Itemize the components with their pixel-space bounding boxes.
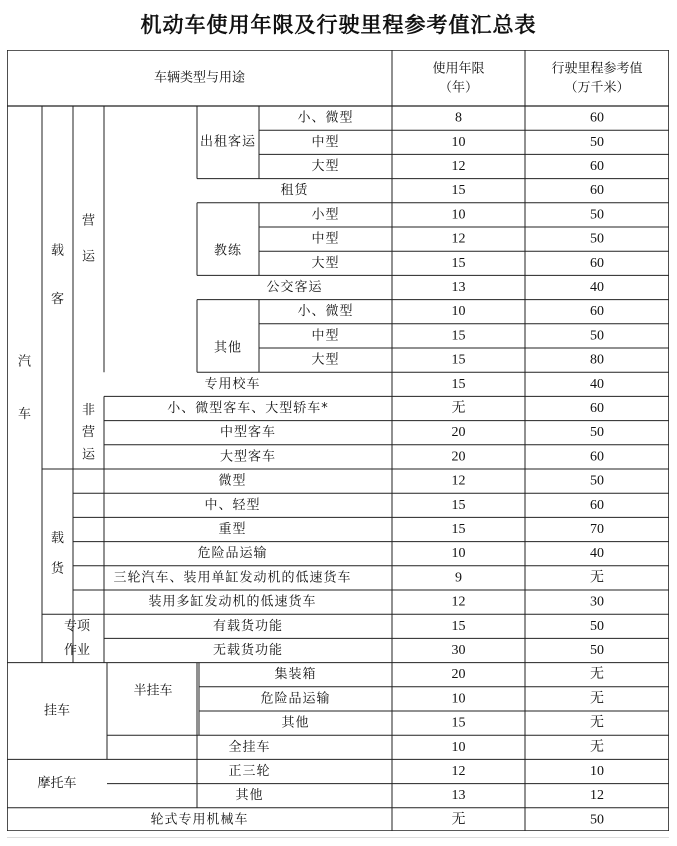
row-label: 小、微型 [297, 110, 354, 126]
km-value: 60 [590, 159, 604, 174]
row-label: 有载货功能 [212, 618, 284, 634]
years-value: 12 [451, 231, 466, 247]
row-label: 租赁 [280, 183, 309, 199]
row-label: 大型客车 [219, 449, 277, 465]
column-header-km: 行驶里程参考值 [551, 61, 643, 77]
km-value: 50 [590, 425, 604, 441]
km-value: 80 [590, 352, 604, 368]
years-value: 15 [451, 183, 466, 199]
row-label: 中型 [311, 134, 340, 150]
row-label: 中型客车 [219, 425, 277, 441]
km-value: 50 [590, 618, 604, 634]
years-value: 20 [451, 449, 466, 465]
row-label: 危险品运输 [197, 546, 268, 562]
column-header-km-unit: （万千米） [564, 80, 630, 96]
row-label: 正三轮 [228, 764, 271, 779]
row-label: 三轮汽车、装用单缸发动机的低速货车 [113, 570, 352, 586]
group-label-special: 作业 [63, 643, 91, 658]
km-value: 50 [590, 231, 604, 247]
row-label: 小、微型客车、大型轿车* [167, 401, 329, 416]
group-label-special: 专项 [63, 618, 91, 634]
group-label-auto: 汽 [17, 354, 32, 370]
km-value: 50 [590, 643, 604, 658]
group-label-commercial: 运 [81, 249, 96, 265]
row-label: 重型 [218, 522, 247, 537]
subgroup-label-other: 其他 [213, 340, 243, 356]
column-header-years: 使用年限 [432, 61, 485, 77]
years-value: 9 [455, 570, 462, 586]
years-value: 15 [451, 522, 466, 537]
years-value: 10 [451, 134, 466, 150]
group-label-auto: 车 [17, 406, 32, 422]
row-label: 大型 [311, 255, 340, 271]
bottom-divider [7, 837, 669, 838]
page-title: 机动车使用年限及行驶里程参考值汇总表 [140, 13, 537, 37]
km-value: 60 [590, 304, 604, 320]
group-label-commercial: 营 [81, 213, 96, 229]
row-label: 大型 [311, 352, 340, 368]
km-value: 60 [590, 497, 604, 513]
km-value: 70 [590, 522, 604, 537]
years-value: 15 [451, 328, 466, 344]
years-value: 13 [451, 788, 466, 804]
years-value: 20 [451, 667, 466, 683]
years-value: 10 [451, 739, 466, 755]
row-label: 无载货功能 [212, 643, 284, 658]
row-label: 危险品运输 [260, 691, 331, 707]
years-value: 10 [451, 546, 466, 562]
row-label: 大型 [311, 159, 340, 174]
years-value: 无 [451, 401, 466, 416]
column-header-years-unit: （年） [438, 80, 479, 96]
km-value: 40 [590, 280, 604, 295]
subgroup-label-taxi: 出租客运 [199, 134, 257, 150]
years-value: 15 [451, 497, 466, 513]
km-value: 12 [590, 788, 604, 804]
km-value: 60 [590, 449, 604, 465]
group-label-cargo: 货 [50, 561, 65, 577]
column-header-type: 车辆类型与用途 [153, 70, 246, 86]
group-label-noncommercial: 非 [81, 403, 96, 418]
km-value: 无 [590, 715, 604, 731]
group-label-passenger: 载 [50, 243, 65, 259]
years-value: 15 [451, 255, 466, 271]
km-value: 10 [590, 764, 604, 779]
km-value: 无 [590, 570, 604, 586]
subgroup-label-training: 教练 [213, 243, 243, 259]
group-label-trailer: 挂车 [43, 703, 71, 719]
group-label-noncommercial: 运 [81, 447, 96, 463]
km-value: 50 [590, 328, 604, 344]
km-value: 50 [590, 207, 604, 223]
years-value: 10 [451, 691, 466, 707]
years-value: 10 [451, 304, 466, 320]
row-label: 中型 [311, 328, 340, 344]
table-texts [18, 61, 643, 828]
years-value: 12 [451, 473, 466, 489]
group-label-passenger: 客 [50, 292, 65, 308]
years-value: 15 [451, 618, 466, 634]
row-label: 专用校车 [204, 376, 261, 392]
row-label: 轮式专用机械车 [150, 812, 249, 828]
years-value: 8 [455, 110, 462, 126]
km-value: 50 [590, 134, 604, 150]
km-value: 30 [590, 594, 604, 610]
summary-table [7, 50, 669, 831]
km-value: 60 [590, 110, 604, 126]
km-value: 60 [590, 255, 604, 271]
km-value: 无 [590, 739, 604, 755]
row-label: 集装箱 [274, 667, 317, 683]
years-value: 15 [451, 376, 466, 392]
km-value: 60 [590, 183, 604, 199]
row-label: 其他 [281, 715, 310, 731]
row-label: 中型 [311, 231, 340, 247]
row-label: 微型 [218, 473, 247, 489]
years-value: 12 [451, 764, 466, 779]
years-value: 15 [451, 715, 466, 731]
row-label: 其他 [235, 788, 264, 804]
km-value: 无 [590, 667, 604, 683]
row-label: 小型 [311, 207, 340, 223]
group-label-semitrailer: 半挂车 [133, 683, 173, 699]
row-label: 中、轻型 [204, 497, 261, 513]
row-label: 全挂车 [228, 739, 271, 755]
table-grid [7, 50, 669, 831]
km-value: 40 [590, 376, 604, 392]
years-value: 15 [451, 352, 466, 368]
years-value: 无 [451, 812, 466, 828]
km-value: 40 [590, 546, 604, 562]
km-value: 50 [590, 812, 604, 828]
row-label: 装用多缸发动机的低速货车 [148, 594, 317, 610]
years-value: 12 [451, 159, 466, 174]
km-value: 60 [590, 401, 604, 416]
years-value: 13 [451, 280, 466, 295]
row-label: 公交客运 [266, 280, 323, 295]
years-value: 10 [451, 207, 466, 223]
group-label-motorcycle: 摩托车 [37, 776, 77, 792]
km-value: 无 [590, 691, 604, 707]
years-value: 12 [451, 594, 466, 610]
years-value: 20 [451, 425, 466, 441]
row-label: 小、微型 [297, 304, 354, 320]
group-label-cargo: 载 [50, 531, 65, 547]
group-label-noncommercial: 营 [81, 425, 96, 441]
km-value: 50 [590, 473, 604, 489]
years-value: 30 [451, 643, 466, 658]
